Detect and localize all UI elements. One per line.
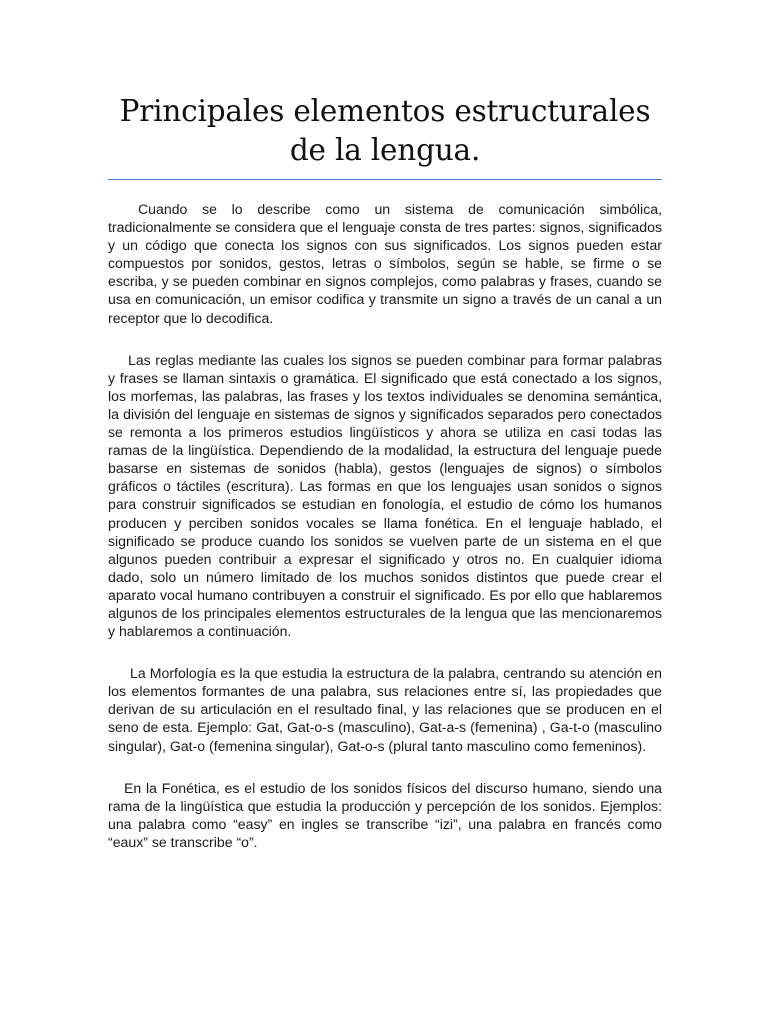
paragraph-fonetica: En la Fonética, es el estudio de los sonidos físicos del discurso humano, siendo una rama de la lingüística que estudia la producción y percepción de los sonidos. Ejemplos: una palabra como “easy” en ingles se transcribe “izi”, una palabra en francés como “eaux” se transcribe “o”. [108, 779, 662, 850]
document-page [108, 92, 662, 851]
document-title: Principales elementos estructurales de la lengua. [119, 94, 651, 167]
title-divider [108, 179, 662, 180]
paragraph-intro: Cuando se lo describe como un sistema de comunicación simbólica, tradicionalmente se considera que el lenguaje consta de tres partes: signos, significados y un código que conecta los signos con sus significados. Los signos pueden estar compuestos por sonidos, gestos, letras o símbolos, según se hable, se firme o se escriba, y se pueden combinar en signos complejos, como palabras y frases, cuando se usa en comunicación, un emisor codifica y transmite un signo a través de un canal a un receptor que lo decodifica. [108, 201, 662, 326]
paragraph-rules: Las reglas mediante las cuales los signos se pueden combinar para formar palabras y frases se llaman sintaxis o gramática. El significado que está conectado a los signos, los morfemas, las palabras, las frases y los textos individuales se denomina semántica, la división del lenguaje en sistemas de signos y significados separados pero conectados se remonta a los primeros estudios lingüísticos y ahora se utiliza en casi todas las ramas de la lingüística. Dependiendo de la modalidad, la estructura del lenguaje puede basarse en sistemas de sonidos (habla), gestos (lenguajes de signos) o símbolos gráficos o táctiles (escritura). Las formas en que los lenguajes usan sonidos o signos para construir significados se estudian en fonología, el estudio de cómo los humanos producen y perciben sonidos vocales se llama fonética. En el lenguaje hablado, el significado se produce cuando los sonidos se vuelven parte de un sistema en el que algunos pueden contribuir a expresar el significado y otros no. En cualquier idioma dado, solo un número limitado de los muchos sonidos distintos que puede crear el aparato vocal humano contribuyen a construir el significado. Es por ello que hablaremos algunos de los principales elementos estructurales de la lengua que las mencionaremos y hablaremos a continuación. [108, 351, 662, 640]
paragraph-morfologia: La Morfología es la que estudia la estructura de la palabra, centrando su atención en los elementos formantes de una palabra, sus relaciones entre sí, las propiedades que derivan de su articulación en el resultado final, y las relaciones que se producen en el seno de esta. Ejemplo: Gat, Gat-o-s (masculino), Gat-a-s (femenina) , Ga-t-o (masculino singular), Gat-o (femenina singular), Gat-o-s (plural tanto masculino como femeninos). [108, 665, 662, 754]
